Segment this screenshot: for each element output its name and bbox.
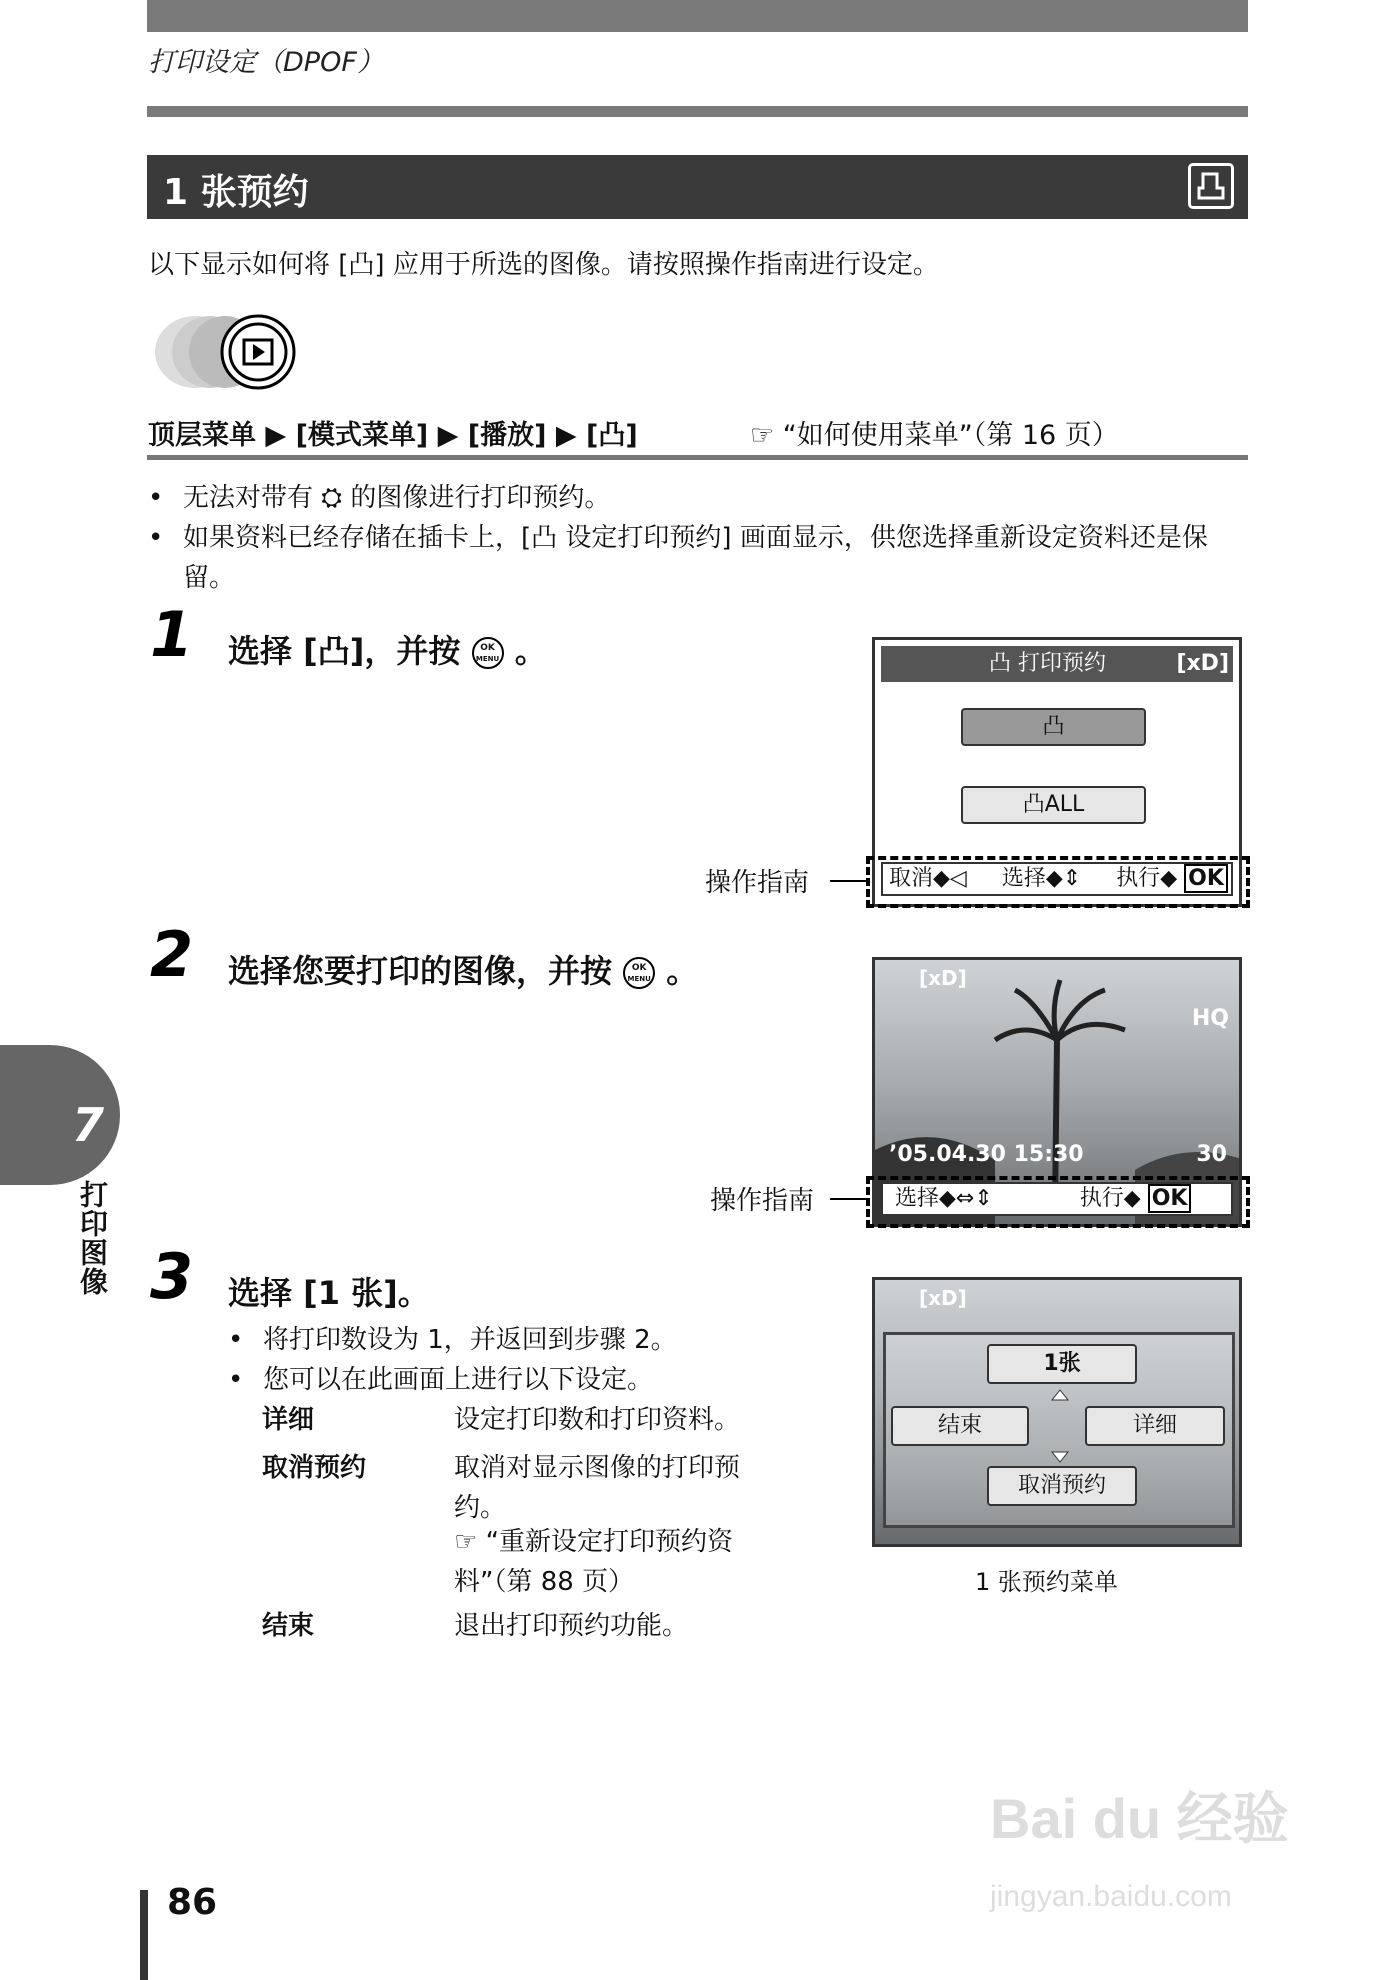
step3-bullets — [228, 1320, 828, 1400]
menu-reference: ☞ “如何使用菜单”（第 16 页） — [750, 420, 1119, 451]
step-instruction: 选择 [凸]，并按 — [228, 632, 461, 670]
settings-table — [262, 1400, 802, 1654]
step3-bullet: • 您可以在此画面上进行以下设定。 — [228, 1365, 654, 1395]
note-item: • 如果资料已经存储在插卡上，[凸 设定打印预约] 画面显示，供您选择重新设定资料还是保留。 — [148, 518, 1248, 598]
lcd-screen-single-reserve-menu — [872, 1277, 1242, 1547]
note-item: • 无法对带有 ⛭ 的图像进行打印预约。 — [148, 478, 1248, 518]
guide-exec: 执行◆ — [1116, 866, 1178, 891]
setting-term: 详细 — [262, 1405, 315, 1435]
one-print-button[interactable]: 1张 — [987, 1344, 1137, 1384]
guide-ok: OK — [1184, 864, 1228, 893]
notes-list — [148, 478, 1248, 598]
step-number: 3 — [150, 1240, 194, 1313]
detail-button[interactable]: 详细 — [1085, 1406, 1225, 1446]
direction-arrows-icon — [1035, 1388, 1085, 1468]
guide-exec: 执行◆ — [1079, 1186, 1141, 1211]
menu-path-rule — [147, 455, 1248, 460]
setting-row — [262, 1448, 802, 1606]
card-indicator: [xD] — [1176, 651, 1229, 676]
section-title-bar — [147, 155, 1248, 219]
screen-caption: 1 张预约菜单 — [975, 1568, 1118, 1596]
step-number: 1 — [150, 598, 194, 671]
setting-reference: ☞ “重新设定打印预约资料”（第 88 页） — [454, 1527, 734, 1597]
card-indicator: [xD] — [919, 1286, 967, 1310]
setting-row — [262, 1606, 802, 1654]
step-instruction: 选择您要打印的图像，并按 — [228, 952, 613, 990]
setting-desc: 设定打印数和打印资料。 — [454, 1405, 741, 1435]
end-button[interactable]: 结束 — [891, 1406, 1029, 1446]
print-icon — [1188, 163, 1234, 209]
lcd-title: 凸 打印预约 — [989, 651, 1106, 676]
section-header: 打印设定（DPOF） — [148, 47, 384, 78]
setting-desc: 取消对显示图像的打印预约。 — [454, 1453, 741, 1523]
step3-bullet: • 将打印数设为 1，并返回到步骤 2。 — [228, 1325, 677, 1355]
guide-cancel: 取消◆◁ — [889, 866, 967, 891]
section-title: 1 张预约 — [163, 172, 309, 213]
guide-select: 选择◆⇕ — [1001, 866, 1082, 891]
step-text — [228, 626, 547, 672]
playback-mode-icon — [150, 312, 310, 392]
guide-label: 操作指南 — [705, 868, 810, 898]
step-suffix: 。 — [666, 952, 699, 990]
option-all-print[interactable]: 凸ALL — [961, 786, 1146, 824]
date-time-stamp: ’05.04.30 15:30 — [889, 1142, 1084, 1167]
step-text — [228, 946, 698, 992]
guide-pointer — [830, 880, 868, 882]
menu-path: 顶层菜单 ▶ [模式菜单] ▶ [播放] ▶ [凸] — [148, 420, 638, 451]
guide-ok: OK — [1148, 1184, 1192, 1213]
setting-row — [262, 1400, 802, 1448]
chapter-number: 7 — [72, 1098, 105, 1152]
header-rule — [147, 106, 1248, 117]
setting-desc: 退出打印预约功能。 — [454, 1611, 689, 1641]
guide-select: 选择◆⇔⇕ — [895, 1186, 993, 1211]
step-suffix: 。 — [514, 632, 547, 670]
frame-number: 30 — [1196, 1142, 1227, 1167]
lcd-title-bar — [881, 646, 1233, 682]
ok-menu-button-icon: OK MENU — [472, 637, 504, 669]
option-single-print[interactable]: 凸 — [961, 708, 1146, 746]
page-bar — [140, 1890, 148, 1980]
intro-text: 以下显示如何将 [凸] 应用于所选的图像。请按照操作指南进行设定。 — [148, 250, 939, 280]
guide-highlight — [866, 1176, 1250, 1228]
baidu-watermark-logo: Bai du 经验 — [990, 1787, 1289, 1850]
quality-indicator: HQ — [1191, 1006, 1229, 1031]
guide-pointer — [830, 1198, 868, 1200]
page-number: 86 — [167, 1882, 218, 1923]
top-bar — [147, 0, 1248, 32]
cancel-reserve-button[interactable]: 取消预约 — [987, 1466, 1137, 1506]
step-number: 2 — [150, 918, 194, 991]
chapter-label: 打印图像 — [76, 1180, 109, 1296]
step-instruction: 选择 [1 张]。 — [228, 1274, 430, 1312]
card-indicator: [xD] — [919, 966, 967, 990]
ok-menu-button-icon: OK MENU — [623, 957, 655, 989]
setting-term: 取消预约 — [262, 1453, 367, 1483]
guide-label: 操作指南 — [710, 1186, 815, 1216]
setting-term: 结束 — [262, 1611, 315, 1641]
guide-highlight — [866, 856, 1250, 908]
baidu-watermark-url: jingyan.baidu.com — [990, 1880, 1232, 1913]
